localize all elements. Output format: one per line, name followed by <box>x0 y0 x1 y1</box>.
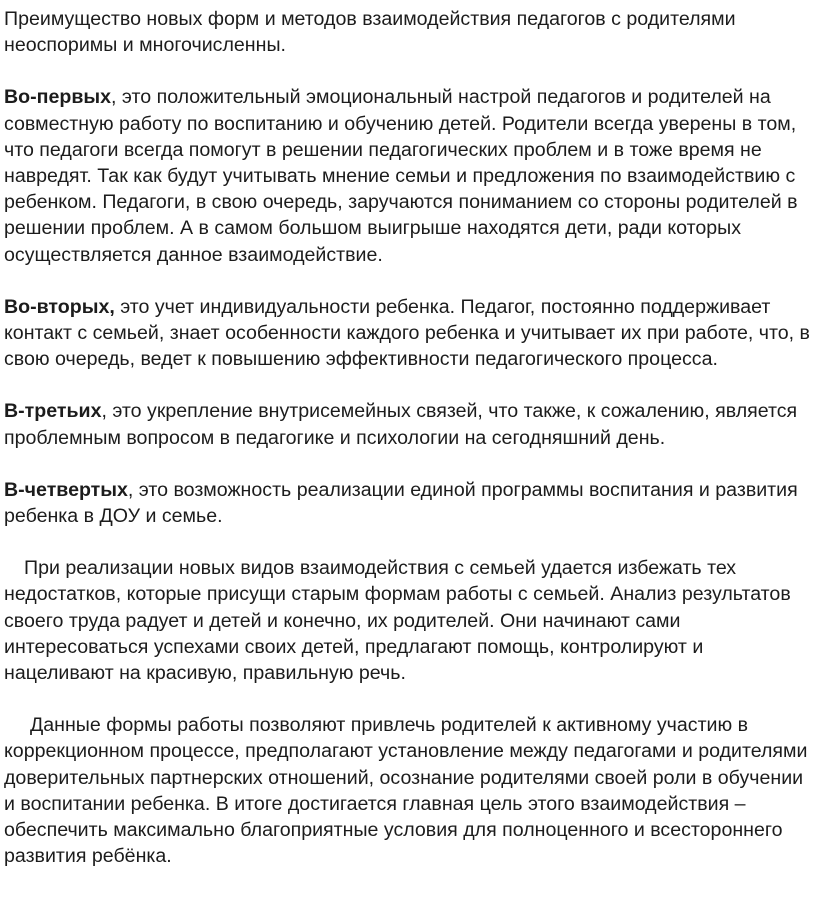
paragraph-text: это учет индивидуальности ребенка. Педагог, постоянно поддерживает контакт с семьей, знает особенности каждого ребенка и учитывает их при работе, что, в свою очередь, ведет к повышению эффективности педагогического процесса. <box>4 295 810 371</box>
paragraph-lead: Во-первых <box>4 86 112 109</box>
paragraph-text: , это возможность реализации единой программы воспитания и развития ребенка в ДОУ и семье. <box>4 478 798 528</box>
paragraph-lead: В-третьих <box>4 400 102 423</box>
paragraph-text: , это положительный эмоциональный настрой педагогов и родителей на совместную работу по воспитанию и обучению детей. Родители всегда уверены в том, что педагоги всегда помогут в решении педагогических проблем и в тоже время не навредят. Так как будут учитывать мнение семьи и предложения по взаимодействию с ребенком. Педагоги, в свою очередь, заручаются пониманием со стороны родителей в решении проблем. А в самом большом выигрыше находятся дети, ради которых осуществляется данное взаимодействие. <box>4 86 798 266</box>
paragraph-indent <box>4 557 24 579</box>
paragraph-implementation <box>4 555 816 686</box>
paragraph-second <box>4 294 816 373</box>
paragraph-lead: В-четвертых <box>4 478 128 501</box>
paragraph-text: , это укрепление внутрисемейных связей, что также, к сожалению, является проблемным вопросом в педагогике и психологии на сегодняшний день. <box>4 400 798 449</box>
paragraph-lead: Во-вторых, <box>4 295 115 318</box>
paragraph-first <box>4 84 816 267</box>
paragraph-text: Преимущество новых форм и методов взаимодействия педагогов с родителями неоспоримы и многочисленны. <box>4 8 736 57</box>
paragraph-fourth <box>4 477 816 529</box>
paragraph-indent <box>4 714 30 736</box>
paragraph-text: При реализации новых видов взаимодействия с семьей удается избежать тех недостатков, которые присущи старым формам работы с семьей. Анализ результатов своего труда радует и детей и конечно, их родителей. Они начинают сами интересоваться успехами своих детей, предлагают помощь, контролируют и нацеливают на красивую, правильную речь. <box>4 557 791 685</box>
paragraph-conclusion <box>4 712 816 869</box>
paragraph-intro <box>4 6 816 58</box>
paragraph-text: Данные формы работы позволяют привлечь родителей к активному участию в коррекционном процессе, предполагают установление между педагогами и родителями доверительных партнерских отношений, осознание родителями своей роли в обучении и воспитании ребенка. В итоге достигается главная цель этого взаимодействия – обеспечить максимально благоприятные условия для полноценного и всестороннего развития ребёнка. <box>4 714 808 868</box>
paragraph-third <box>4 398 816 450</box>
